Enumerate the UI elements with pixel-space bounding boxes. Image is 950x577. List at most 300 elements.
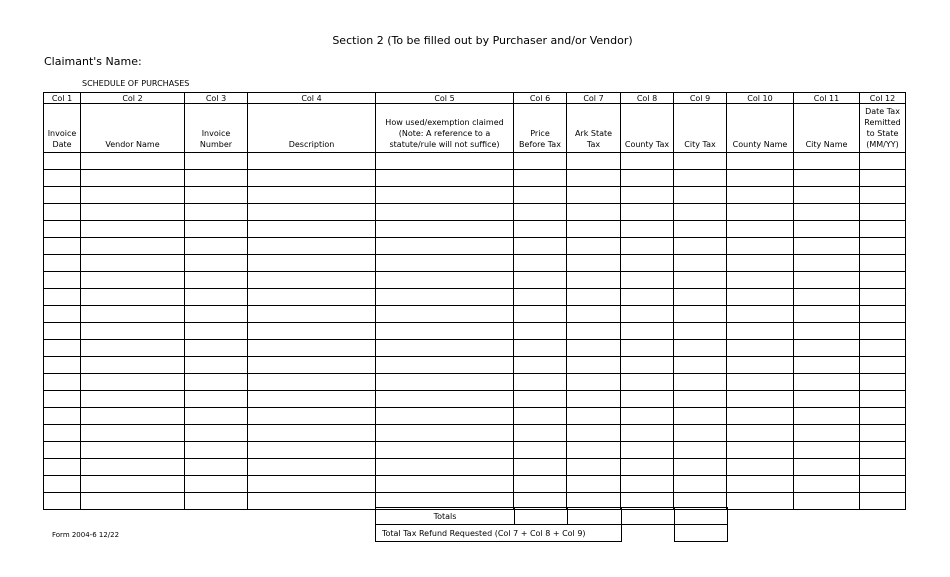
col-header-7 bbox=[567, 104, 621, 153]
table-cell[interactable] bbox=[81, 255, 185, 272]
table-cell[interactable] bbox=[567, 408, 621, 425]
table-cell[interactable] bbox=[621, 153, 674, 170]
table-cell[interactable] bbox=[794, 153, 860, 170]
col-number-5: Col 5 bbox=[376, 93, 514, 104]
table-cell[interactable] bbox=[514, 153, 567, 170]
table-cell[interactable] bbox=[567, 476, 621, 493]
col-number-6: Col 6 bbox=[514, 93, 567, 104]
table-cell[interactable] bbox=[674, 187, 727, 204]
table-cell[interactable] bbox=[727, 357, 794, 374]
table-cell[interactable] bbox=[248, 391, 376, 408]
col-header-line: statute/rule will not suffice) bbox=[389, 140, 500, 149]
table-cell[interactable] bbox=[860, 391, 906, 408]
table-cell[interactable] bbox=[376, 272, 514, 289]
table-cell[interactable] bbox=[727, 408, 794, 425]
table-cell[interactable] bbox=[674, 204, 727, 221]
table-cell[interactable] bbox=[674, 272, 727, 289]
col-header-line: (Note: A reference to a bbox=[398, 129, 491, 138]
table-cell[interactable] bbox=[81, 323, 185, 340]
table-cell[interactable] bbox=[860, 408, 906, 425]
col-number-4: Col 4 bbox=[248, 93, 376, 104]
table-cell[interactable] bbox=[860, 442, 906, 459]
table-cell[interactable] bbox=[376, 170, 514, 187]
table-cell[interactable] bbox=[860, 153, 906, 170]
col-number-8: Col 8 bbox=[621, 93, 674, 104]
col-header-1 bbox=[44, 104, 81, 153]
table-cell[interactable] bbox=[794, 255, 860, 272]
table-row bbox=[44, 374, 906, 391]
table-cell[interactable] bbox=[248, 204, 376, 221]
totals-label: Totals bbox=[376, 508, 515, 525]
table-cell[interactable] bbox=[514, 221, 567, 238]
table-cell[interactable] bbox=[727, 459, 794, 476]
table-cell[interactable] bbox=[248, 289, 376, 306]
total-refund-label: Total Tax Refund Requested (Col 7 + Col 8 + Col 9) bbox=[376, 525, 622, 542]
table-row bbox=[44, 425, 906, 442]
table-cell[interactable] bbox=[376, 204, 514, 221]
col-header-line: City Tax bbox=[684, 140, 716, 149]
table-cell[interactable] bbox=[727, 170, 794, 187]
table-cell[interactable] bbox=[727, 204, 794, 221]
table-cell[interactable] bbox=[81, 170, 185, 187]
table-cell[interactable] bbox=[185, 221, 248, 238]
table-cell[interactable] bbox=[185, 425, 248, 442]
table-cell[interactable] bbox=[567, 391, 621, 408]
column-header-row bbox=[44, 104, 906, 153]
table-cell[interactable] bbox=[674, 170, 727, 187]
table-cell[interactable] bbox=[621, 255, 674, 272]
col-header-line: Date Tax bbox=[865, 107, 900, 116]
table-cell[interactable] bbox=[81, 357, 185, 374]
table-cell[interactable] bbox=[567, 255, 621, 272]
table-cell[interactable] bbox=[860, 459, 906, 476]
table-cell[interactable] bbox=[248, 476, 376, 493]
table-cell[interactable] bbox=[44, 391, 81, 408]
table-cell[interactable] bbox=[794, 442, 860, 459]
table-cell[interactable] bbox=[514, 476, 567, 493]
table-cell[interactable] bbox=[81, 408, 185, 425]
table-cell[interactable] bbox=[376, 357, 514, 374]
table-cell[interactable] bbox=[621, 476, 674, 493]
table-cell[interactable] bbox=[794, 221, 860, 238]
table-cell[interactable] bbox=[727, 425, 794, 442]
table-cell[interactable] bbox=[621, 408, 674, 425]
table-cell[interactable] bbox=[621, 425, 674, 442]
table-cell[interactable] bbox=[185, 340, 248, 357]
table-cell[interactable] bbox=[727, 391, 794, 408]
table-cell[interactable] bbox=[44, 272, 81, 289]
table-cell[interactable] bbox=[860, 204, 906, 221]
schedule-label: SCHEDULE OF PURCHASES bbox=[82, 79, 190, 88]
table-cell[interactable] bbox=[727, 153, 794, 170]
table-cell[interactable] bbox=[185, 272, 248, 289]
table-cell[interactable] bbox=[794, 187, 860, 204]
table-cell[interactable] bbox=[674, 374, 727, 391]
table-cell[interactable] bbox=[81, 476, 185, 493]
table-cell[interactable] bbox=[567, 272, 621, 289]
table-cell[interactable] bbox=[860, 272, 906, 289]
table-cell[interactable] bbox=[794, 340, 860, 357]
table-cell[interactable] bbox=[514, 306, 567, 323]
table-cell[interactable] bbox=[248, 272, 376, 289]
table-cell[interactable] bbox=[794, 425, 860, 442]
table-cell[interactable] bbox=[185, 408, 248, 425]
table-cell[interactable] bbox=[185, 306, 248, 323]
table-row bbox=[44, 306, 906, 323]
table-cell[interactable] bbox=[727, 476, 794, 493]
table-cell[interactable] bbox=[794, 238, 860, 255]
table-cell[interactable] bbox=[44, 204, 81, 221]
table-cell[interactable] bbox=[621, 221, 674, 238]
table-cell[interactable] bbox=[674, 221, 727, 238]
table-cell[interactable] bbox=[376, 187, 514, 204]
table-cell[interactable] bbox=[376, 374, 514, 391]
table-cell[interactable] bbox=[248, 408, 376, 425]
table-cell[interactable] bbox=[44, 357, 81, 374]
table-cell[interactable] bbox=[44, 255, 81, 272]
table-cell[interactable] bbox=[248, 357, 376, 374]
table-cell[interactable] bbox=[185, 357, 248, 374]
table-cell[interactable] bbox=[514, 425, 567, 442]
table-cell[interactable] bbox=[674, 476, 727, 493]
table-row bbox=[44, 289, 906, 306]
table-row bbox=[44, 323, 906, 340]
table-cell[interactable] bbox=[621, 459, 674, 476]
table-cell[interactable] bbox=[44, 170, 81, 187]
table-cell[interactable] bbox=[376, 476, 514, 493]
table-cell[interactable] bbox=[567, 340, 621, 357]
table-cell[interactable] bbox=[727, 187, 794, 204]
col-header-line: Before Tax bbox=[519, 140, 561, 149]
table-cell[interactable] bbox=[376, 238, 514, 255]
table-row bbox=[44, 204, 906, 221]
table-cell[interactable] bbox=[514, 357, 567, 374]
table-cell[interactable] bbox=[794, 357, 860, 374]
table-cell[interactable] bbox=[860, 170, 906, 187]
column-number-row bbox=[44, 93, 906, 104]
table-cell[interactable] bbox=[621, 306, 674, 323]
table-row bbox=[44, 340, 906, 357]
table-cell[interactable] bbox=[860, 340, 906, 357]
table-cell[interactable] bbox=[376, 340, 514, 357]
table-cell[interactable] bbox=[514, 442, 567, 459]
table-row bbox=[44, 459, 906, 476]
table-cell[interactable] bbox=[185, 323, 248, 340]
table-cell[interactable] bbox=[621, 374, 674, 391]
table-cell[interactable] bbox=[44, 459, 81, 476]
table-cell[interactable] bbox=[567, 357, 621, 374]
total-refund-cell[interactable] bbox=[675, 525, 728, 542]
table-cell[interactable] bbox=[185, 170, 248, 187]
table-cell[interactable] bbox=[248, 306, 376, 323]
table-cell[interactable] bbox=[514, 323, 567, 340]
table-cell[interactable] bbox=[794, 306, 860, 323]
col-header-line: County Tax bbox=[624, 140, 670, 149]
table-cell[interactable] bbox=[794, 408, 860, 425]
total-col7-cell[interactable] bbox=[568, 508, 622, 525]
col-header-line: (MM/YY) bbox=[866, 140, 899, 149]
table-cell[interactable] bbox=[567, 238, 621, 255]
table-cell[interactable] bbox=[674, 323, 727, 340]
col-header-5 bbox=[376, 104, 514, 153]
table-cell[interactable] bbox=[860, 221, 906, 238]
table-cell[interactable] bbox=[185, 391, 248, 408]
table-cell[interactable] bbox=[674, 408, 727, 425]
table-cell[interactable] bbox=[44, 323, 81, 340]
table-cell[interactable] bbox=[185, 459, 248, 476]
table-cell[interactable] bbox=[81, 289, 185, 306]
table-row bbox=[44, 442, 906, 459]
table-cell[interactable] bbox=[185, 187, 248, 204]
col-header-line: Vendor Name bbox=[105, 140, 160, 149]
table-cell[interactable] bbox=[860, 323, 906, 340]
col-header-line: Description bbox=[288, 140, 335, 149]
table-cell[interactable] bbox=[514, 170, 567, 187]
table-cell[interactable] bbox=[514, 255, 567, 272]
table-cell[interactable] bbox=[727, 323, 794, 340]
table-cell[interactable] bbox=[727, 442, 794, 459]
table-cell[interactable] bbox=[514, 459, 567, 476]
col-header-2 bbox=[81, 104, 185, 153]
table-cell[interactable] bbox=[81, 374, 185, 391]
table-cell[interactable] bbox=[248, 442, 376, 459]
table-cell[interactable] bbox=[185, 238, 248, 255]
table-cell[interactable] bbox=[376, 425, 514, 442]
table-cell[interactable] bbox=[81, 442, 185, 459]
table-cell[interactable] bbox=[185, 153, 248, 170]
table-cell[interactable] bbox=[81, 187, 185, 204]
table-cell[interactable] bbox=[248, 425, 376, 442]
table-cell[interactable] bbox=[567, 425, 621, 442]
table-cell[interactable] bbox=[44, 289, 81, 306]
table-cell[interactable] bbox=[185, 255, 248, 272]
table-cell[interactable] bbox=[376, 306, 514, 323]
col-header-line: Remitted bbox=[864, 118, 901, 127]
table-cell[interactable] bbox=[248, 340, 376, 357]
table-row bbox=[44, 476, 906, 493]
table-cell[interactable] bbox=[248, 493, 376, 510]
table-cell[interactable] bbox=[674, 357, 727, 374]
table-cell[interactable] bbox=[674, 340, 727, 357]
table-cell[interactable] bbox=[567, 442, 621, 459]
table-cell[interactable] bbox=[376, 221, 514, 238]
table-cell[interactable] bbox=[674, 255, 727, 272]
table-cell[interactable] bbox=[514, 340, 567, 357]
table-cell[interactable] bbox=[185, 289, 248, 306]
table-cell[interactable] bbox=[185, 493, 248, 510]
table-cell[interactable] bbox=[727, 374, 794, 391]
total-col9-cell[interactable] bbox=[675, 508, 728, 525]
col-header-line: City Name bbox=[805, 140, 848, 149]
table-cell[interactable] bbox=[860, 187, 906, 204]
table-cell[interactable] bbox=[567, 374, 621, 391]
table-cell[interactable] bbox=[81, 204, 185, 221]
table-cell[interactable] bbox=[514, 272, 567, 289]
table-cell[interactable] bbox=[514, 374, 567, 391]
table-cell[interactable] bbox=[376, 289, 514, 306]
table-cell[interactable] bbox=[81, 221, 185, 238]
table-cell[interactable] bbox=[248, 221, 376, 238]
table-cell[interactable] bbox=[567, 221, 621, 238]
table-cell[interactable] bbox=[727, 289, 794, 306]
table-cell[interactable] bbox=[674, 153, 727, 170]
table-cell[interactable] bbox=[727, 272, 794, 289]
table-cell[interactable] bbox=[567, 289, 621, 306]
table-row bbox=[44, 408, 906, 425]
table-cell[interactable] bbox=[81, 391, 185, 408]
table-cell[interactable] bbox=[727, 255, 794, 272]
table-cell[interactable] bbox=[567, 204, 621, 221]
table-cell[interactable] bbox=[860, 476, 906, 493]
table-cell[interactable] bbox=[514, 238, 567, 255]
table-cell[interactable] bbox=[44, 187, 81, 204]
table-cell[interactable] bbox=[860, 425, 906, 442]
table-cell[interactable] bbox=[44, 153, 81, 170]
table-cell[interactable] bbox=[727, 340, 794, 357]
table-cell[interactable] bbox=[514, 289, 567, 306]
table-cell[interactable] bbox=[376, 391, 514, 408]
table-cell[interactable] bbox=[248, 187, 376, 204]
table-cell[interactable] bbox=[376, 442, 514, 459]
table-cell[interactable] bbox=[621, 391, 674, 408]
table-cell[interactable] bbox=[621, 289, 674, 306]
col-number-12: Col 12 bbox=[860, 93, 906, 104]
table-cell[interactable] bbox=[514, 187, 567, 204]
table-cell[interactable] bbox=[727, 221, 794, 238]
table-cell[interactable] bbox=[567, 170, 621, 187]
table-cell[interactable] bbox=[860, 238, 906, 255]
table-cell[interactable] bbox=[44, 425, 81, 442]
table-cell[interactable] bbox=[621, 204, 674, 221]
table-row bbox=[44, 272, 906, 289]
table-cell[interactable] bbox=[621, 170, 674, 187]
total-col8-cell[interactable] bbox=[622, 508, 675, 525]
table-cell[interactable] bbox=[794, 391, 860, 408]
table-cell[interactable] bbox=[621, 340, 674, 357]
table-cell[interactable] bbox=[44, 408, 81, 425]
table-cell[interactable] bbox=[81, 272, 185, 289]
table-cell[interactable] bbox=[674, 289, 727, 306]
table-cell[interactable] bbox=[567, 323, 621, 340]
col-number-9: Col 9 bbox=[674, 93, 727, 104]
table-cell[interactable] bbox=[248, 323, 376, 340]
table-cell[interactable] bbox=[674, 238, 727, 255]
table-cell[interactable] bbox=[674, 442, 727, 459]
table-cell[interactable] bbox=[860, 493, 906, 510]
table-cell[interactable] bbox=[794, 493, 860, 510]
table-cell[interactable] bbox=[44, 476, 81, 493]
table-cell[interactable] bbox=[567, 459, 621, 476]
table-row bbox=[44, 153, 906, 170]
table-cell[interactable] bbox=[621, 323, 674, 340]
table-cell[interactable] bbox=[794, 204, 860, 221]
table-cell[interactable] bbox=[81, 306, 185, 323]
table-cell[interactable] bbox=[674, 306, 727, 323]
table-cell[interactable] bbox=[514, 391, 567, 408]
table-cell[interactable] bbox=[514, 408, 567, 425]
table-cell[interactable] bbox=[376, 459, 514, 476]
purchases-table bbox=[43, 92, 906, 510]
table-cell[interactable] bbox=[727, 493, 794, 510]
table-cell[interactable] bbox=[44, 221, 81, 238]
table-cell[interactable] bbox=[248, 238, 376, 255]
table-cell[interactable] bbox=[621, 442, 674, 459]
table-cell[interactable] bbox=[248, 459, 376, 476]
table-cell[interactable] bbox=[81, 425, 185, 442]
table-cell[interactable] bbox=[248, 374, 376, 391]
table-cell[interactable] bbox=[860, 289, 906, 306]
table-cell[interactable] bbox=[674, 459, 727, 476]
table-cell[interactable] bbox=[567, 306, 621, 323]
table-cell[interactable] bbox=[81, 238, 185, 255]
table-cell[interactable] bbox=[44, 238, 81, 255]
table-cell[interactable] bbox=[794, 459, 860, 476]
table-cell[interactable] bbox=[376, 255, 514, 272]
form-number: Form 2004-6 12/22 bbox=[52, 531, 120, 539]
table-cell[interactable] bbox=[81, 459, 185, 476]
table-cell[interactable] bbox=[860, 255, 906, 272]
table-row bbox=[44, 221, 906, 238]
table-cell[interactable] bbox=[621, 187, 674, 204]
table-cell[interactable] bbox=[81, 493, 185, 510]
table-cell[interactable] bbox=[44, 374, 81, 391]
col-header-8 bbox=[621, 104, 674, 153]
table-cell[interactable] bbox=[514, 204, 567, 221]
table-cell[interactable] bbox=[44, 493, 81, 510]
table-cell[interactable] bbox=[185, 374, 248, 391]
table-cell[interactable] bbox=[621, 357, 674, 374]
table-cell[interactable] bbox=[794, 323, 860, 340]
table-cell[interactable] bbox=[860, 374, 906, 391]
table-cell[interactable] bbox=[794, 374, 860, 391]
table-cell[interactable] bbox=[376, 323, 514, 340]
table-cell[interactable] bbox=[567, 153, 621, 170]
table-cell[interactable] bbox=[376, 153, 514, 170]
table-cell[interactable] bbox=[376, 408, 514, 425]
table-cell[interactable] bbox=[248, 170, 376, 187]
table-cell[interactable] bbox=[727, 306, 794, 323]
table-cell[interactable] bbox=[248, 153, 376, 170]
table-cell[interactable] bbox=[860, 306, 906, 323]
table-cell[interactable] bbox=[727, 238, 794, 255]
table-cell[interactable] bbox=[860, 357, 906, 374]
table-cell[interactable] bbox=[185, 476, 248, 493]
table-cell[interactable] bbox=[185, 204, 248, 221]
table-cell[interactable] bbox=[81, 153, 185, 170]
table-cell[interactable] bbox=[794, 272, 860, 289]
col-number-3: Col 3 bbox=[185, 93, 248, 104]
table-cell[interactable] bbox=[567, 187, 621, 204]
claimant-name-label: Claimant's Name: bbox=[44, 55, 142, 68]
table-cell[interactable] bbox=[674, 425, 727, 442]
col-number-11: Col 11 bbox=[794, 93, 860, 104]
table-cell[interactable] bbox=[794, 170, 860, 187]
table-cell[interactable] bbox=[185, 442, 248, 459]
table-cell[interactable] bbox=[44, 340, 81, 357]
table-cell[interactable] bbox=[621, 272, 674, 289]
table-cell[interactable] bbox=[248, 255, 376, 272]
total-col6-cell[interactable] bbox=[515, 508, 568, 525]
table-cell[interactable] bbox=[621, 238, 674, 255]
table-cell[interactable] bbox=[794, 289, 860, 306]
table-cell[interactable] bbox=[794, 476, 860, 493]
table-cell[interactable] bbox=[674, 391, 727, 408]
table-cell[interactable] bbox=[44, 442, 81, 459]
table-cell[interactable] bbox=[81, 340, 185, 357]
table-row bbox=[44, 357, 906, 374]
table-cell[interactable] bbox=[44, 306, 81, 323]
col-header-10 bbox=[727, 104, 794, 153]
